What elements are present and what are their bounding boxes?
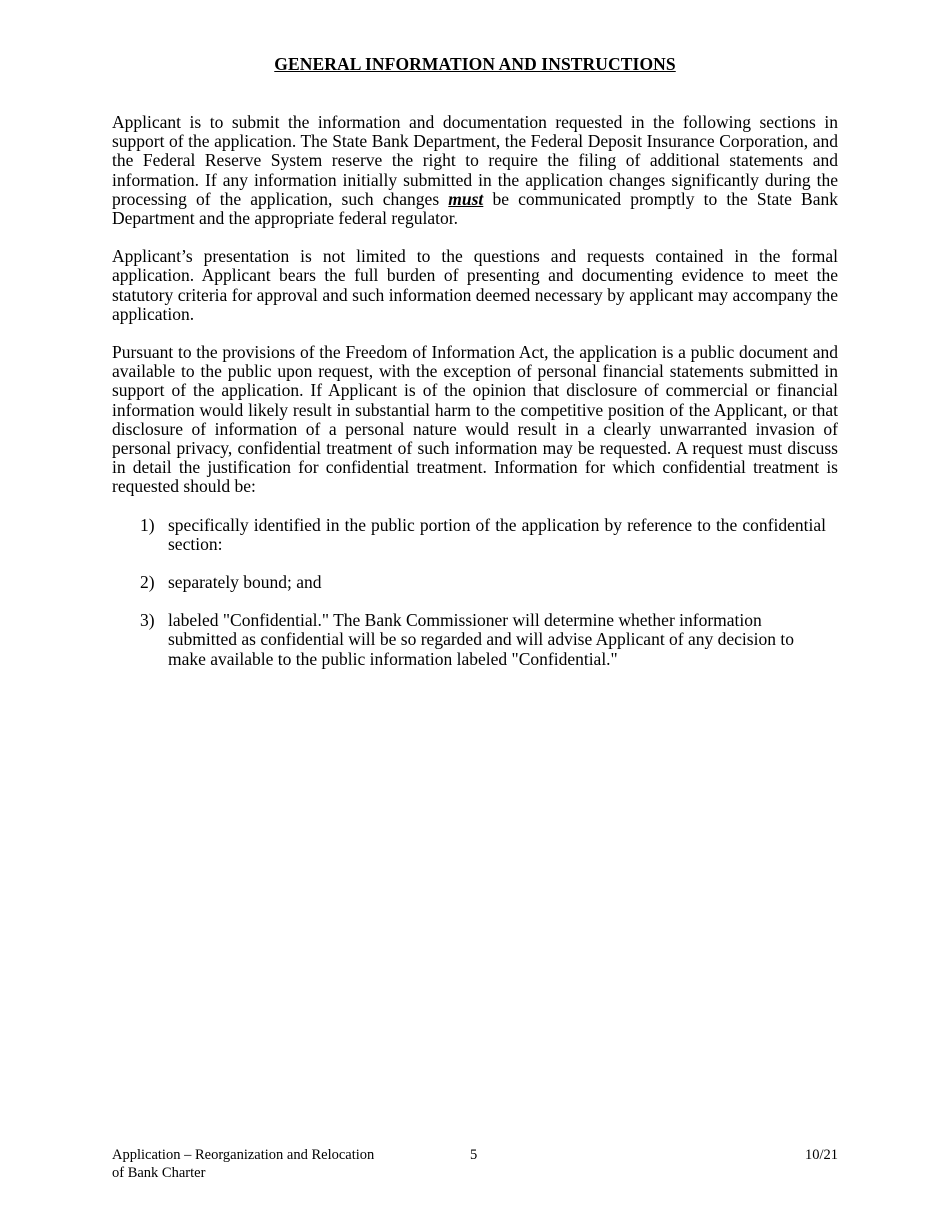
list-item-number: 2) bbox=[140, 572, 155, 593]
footer-document-title bbox=[112, 1146, 412, 1182]
list-item bbox=[140, 516, 826, 554]
paragraph-presentation: Applicant’s presentation is not limited to the questions and requests contained in the formal application. Applicant bears the full burden of presenting and documenting evidence to meet the statutory criteria for approval and such information deemed necessary by applicant may accompany the application. bbox=[112, 246, 838, 324]
confidential-requirements-list bbox=[140, 516, 826, 669]
paragraph-submission-text: Applicant is to submit the information and documentation requested in the following sections in support of the application. The State Bank Department, the Federal Deposit Insurance Corporation, and the Federal Reserve System reserve the right to require the filing of additional statements and information. If any information initially submitted in the application changes significantly during the processing of the application, such changes bbox=[112, 112, 838, 209]
paragraph-submission-text-end: be communicated promptly to the State Bank Department and the appropriate federal regulator. bbox=[112, 188, 838, 229]
list-item bbox=[140, 611, 826, 669]
paragraph-submission bbox=[112, 113, 838, 228]
list-item-number: 3) bbox=[140, 610, 155, 631]
document-body bbox=[112, 113, 838, 688]
paragraph-foia: Pursuant to the provisions of the Freedom of Information Act, the application is a public document and available to the public upon request, with the exception of personal financial statements submitted in support of the application. If Applicant is of the opinion that disclosure of commercial or financial information would likely result in substantial harm to the competitive position of the Applicant, or that disclosure of information of a personal nature would result in a clearly unwarranted invasion of personal privacy, confidential treatment of such information may be requested. A request must discuss in detail the justification for confidential treatment. Information for which confidential treatment is requested should be: bbox=[112, 342, 838, 497]
list-item bbox=[140, 573, 826, 592]
footer-revision-date: 10/21 bbox=[804, 1147, 838, 1163]
list-item-text: specifically identified in the public portion of the application by reference to the confidential section: bbox=[168, 514, 826, 554]
list-item-text: separately bound; and bbox=[168, 572, 322, 593]
footer-page-number: 5 bbox=[470, 1147, 478, 1163]
footer-title-line: Application – Reorganization and Relocation bbox=[112, 1147, 375, 1163]
list-item-number: 1) bbox=[140, 514, 155, 535]
footer-title-line: of Bank Charter bbox=[112, 1165, 206, 1181]
page-title: GENERAL INFORMATION AND INSTRUCTIONS bbox=[274, 54, 676, 74]
emphasis-must: must bbox=[448, 188, 484, 209]
list-item-text: labeled "Confidential." The Bank Commissioner will determine whether information submitted as confidential will be so regarded and will advise Applicant of any decision to make available to the public information labeled "Confidential." bbox=[168, 610, 794, 669]
